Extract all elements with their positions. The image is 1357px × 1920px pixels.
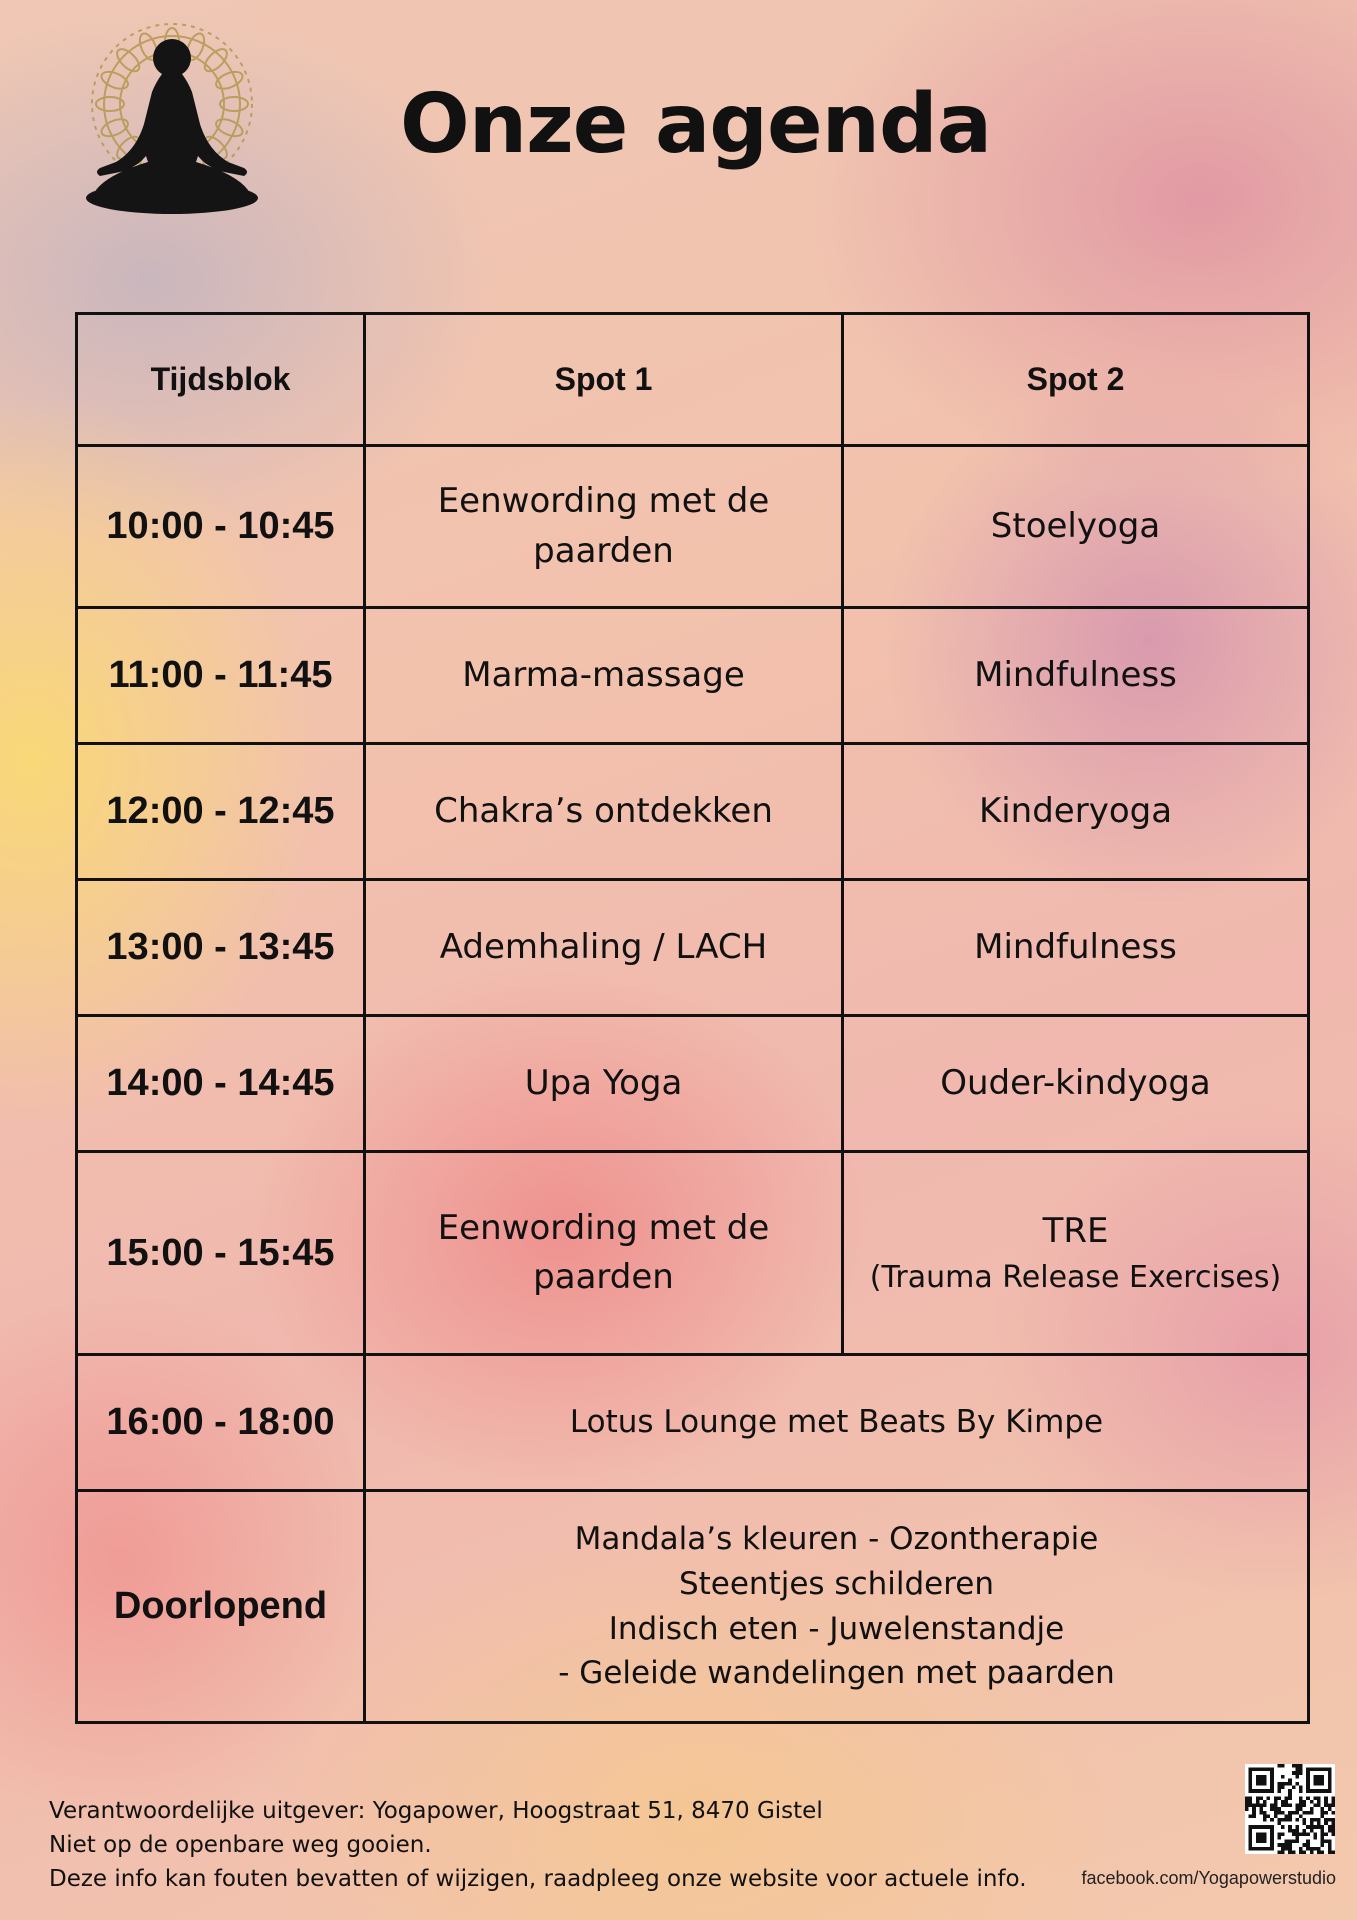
activity-line: Eenwording met de — [437, 481, 770, 522]
spot1-activity: Ademhaling / LACH — [365, 880, 843, 1016]
column-header-tijdsblok: Tijdsblok — [77, 314, 365, 446]
activity-line: - Geleide wandelingen met paarden — [558, 1655, 1115, 1692]
spot2-activity: Mindfulness — [843, 880, 1309, 1016]
spot1-activity: Chakra’s ontdekken — [365, 744, 843, 880]
time-slot: Doorlopend — [77, 1491, 365, 1723]
activity-subtitle: (Trauma Release Exercises) — [869, 1259, 1282, 1295]
activity-line: Eenwording met de — [437, 1207, 770, 1248]
time-slot: 12:00 - 12:45 — [77, 744, 365, 880]
activity-line: Indisch eten - Juwelenstandje — [608, 1610, 1065, 1647]
spot2-activity — [843, 1152, 1309, 1355]
footer-info — [49, 1794, 1027, 1896]
time-slot: 13:00 - 13:45 — [77, 880, 365, 1016]
spot2-activity: Stoelyoga — [843, 446, 1309, 608]
meditation-mandala-icon — [58, 12, 286, 224]
activity-line: paarden — [533, 1257, 674, 1297]
footer-line: Niet op de openbare weg gooien. — [49, 1832, 432, 1858]
time-slot: 14:00 - 14:45 — [77, 1016, 365, 1152]
column-header-spot1: Spot 1 — [365, 314, 843, 446]
activity-line: paarden — [533, 530, 674, 571]
spot2-activity: Ouder-kindyoga — [843, 1016, 1309, 1152]
activity-line: TRE — [1042, 1211, 1109, 1252]
merged-activity: Lotus Lounge met Beats By Kimpe — [365, 1355, 1309, 1491]
table-row — [77, 608, 1309, 744]
spot1-activity — [365, 1152, 843, 1355]
table-row — [77, 1152, 1309, 1355]
time-slot: 10:00 - 10:45 — [77, 446, 365, 608]
table-row — [77, 446, 1309, 608]
time-slot: 15:00 - 15:45 — [77, 1152, 365, 1355]
schedule-table — [75, 312, 1310, 1724]
spot2-activity: Mindfulness — [843, 608, 1309, 744]
spot1-activity: Marma-massage — [365, 608, 843, 744]
page-title: Onze agenda — [400, 77, 992, 172]
table-header-row — [77, 314, 1309, 446]
table-row — [77, 1016, 1309, 1152]
spot1-activity — [365, 446, 843, 608]
table-row — [77, 1355, 1309, 1491]
time-slot: 11:00 - 11:45 — [77, 608, 365, 744]
spot1-activity: Upa Yoga — [365, 1016, 843, 1152]
column-header-spot2: Spot 2 — [843, 314, 1309, 446]
footer-line: Verantwoordelijke uitgever: Yogapower, Hoogstraat 51, 8470 Gistel — [49, 1798, 823, 1824]
footer-line: Deze info kan fouten bevatten of wijzigen, raadpleeg onze website voor actuele info. — [49, 1866, 1027, 1892]
spot2-activity: Kinderyoga — [843, 744, 1309, 880]
continuous-activities — [365, 1491, 1309, 1723]
activity-line: Steentjes schilderen — [678, 1565, 995, 1602]
time-slot: 16:00 - 18:00 — [77, 1355, 365, 1491]
table-row — [77, 744, 1309, 880]
qr-code-icon[interactable] — [1245, 1764, 1335, 1854]
table-row — [77, 1491, 1309, 1723]
facebook-link[interactable]: facebook.com/Yogapowerstudio — [1081, 1868, 1336, 1888]
activity-line: Mandala’s kleuren - Ozontherapie — [574, 1520, 1099, 1557]
table-row — [77, 880, 1309, 1016]
